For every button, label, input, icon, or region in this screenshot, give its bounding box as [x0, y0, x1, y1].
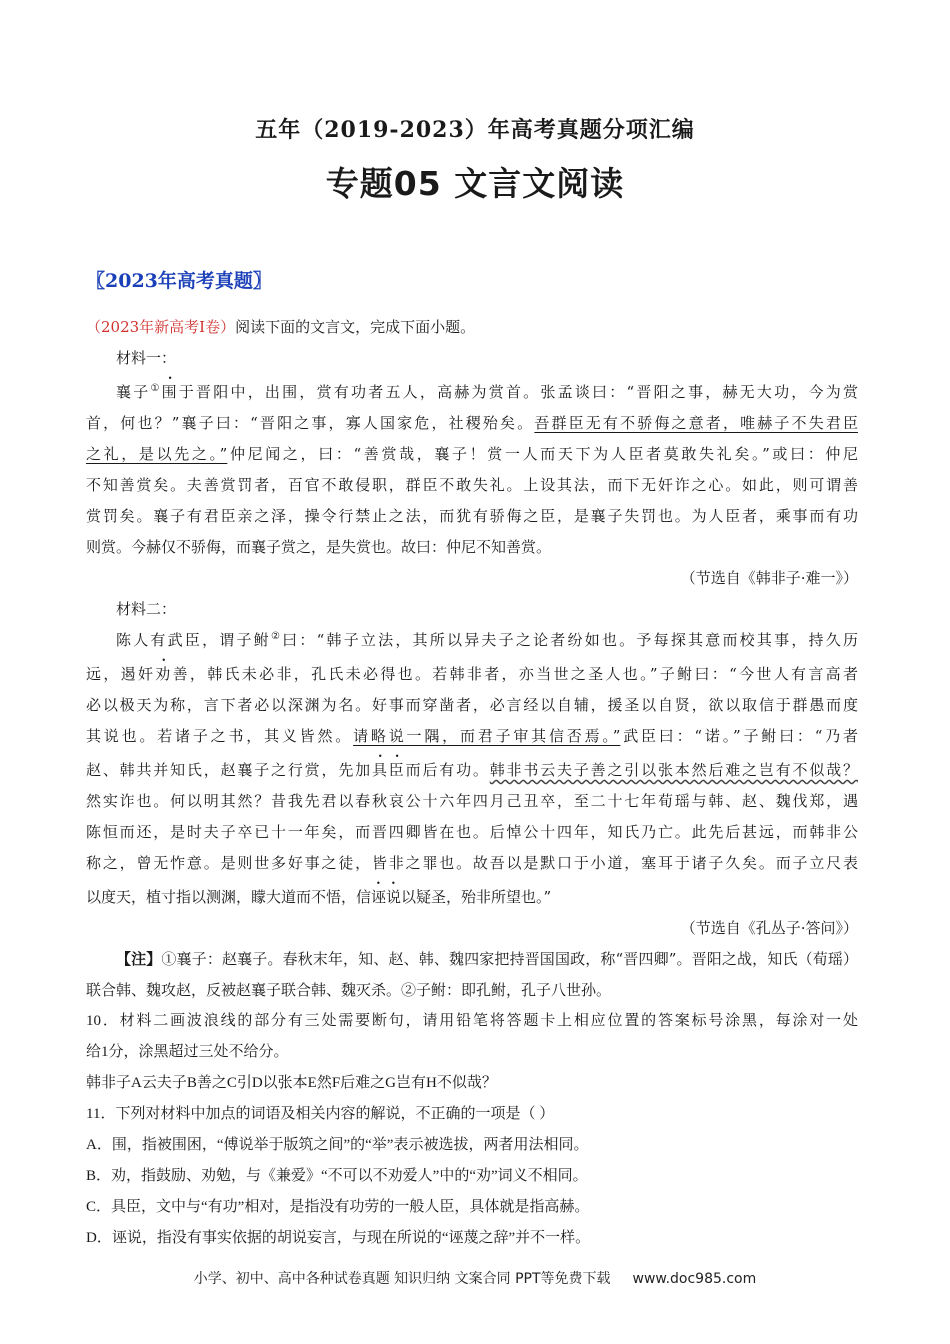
series-title: 五年（2019-2023）年高考真题分项汇编 — [255, 117, 695, 143]
question-11-option-b: B．劝，指鼓励、劝勉，与《兼爱》“不可以不劝爱人”中的“劝”词义不相同。 — [86, 1168, 588, 1184]
underlined-sentence: 吾群臣无有不骄侮之意者，唯赫子不失君臣 — [534, 414, 858, 432]
underlined-sentence: 之礼，是以先之。” — [86, 445, 228, 463]
material2-line: 称之，曾无怍意。是则世多好事之徒，皆非之罪也。故吾以是默口于小道，塞耳于诸子久矣。而子立尺表 — [86, 854, 858, 872]
dotted-word-wei: 围 — [161, 383, 179, 401]
material1-line: 则赏。今赫仅不骄侮，而襄子赏之，是失赏也。故曰：仲尼不知善赏。 — [86, 538, 552, 556]
material1-line: 首，何也？”襄子曰：“晋阳之事，寡人国家危，社稷殆矣。吾群臣无有不骄侮之意者，唯赫子不失君臣 — [86, 414, 858, 432]
page-footer — [0, 1268, 950, 1288]
question-11-option-c: C．具臣，文中与“有功”相对，是指没有功劳的一般人臣，具体就是指高赫。 — [86, 1199, 590, 1215]
dotted-word-juchen: 具臣 — [371, 761, 406, 779]
dotted-word-quan: 劝 — [155, 665, 173, 683]
material2-line: 赵、韩共并知氏，赵襄子之行赏，先加具臣而后有功。韩非书云夫子善之引以张本然后难之岂有不似哉？ — [86, 761, 858, 779]
material1-citation: （节选自《韩非子·难一》） — [680, 569, 858, 587]
underlined-sentence: 请略说一隅，而君子审其信否焉。” — [353, 727, 621, 745]
material2-line: 其说也。若诸子之书，其义皆然。请略说一隅，而君子审其信否焉。”武臣曰：“诺。”子鲋曰：“乃者 — [86, 727, 858, 745]
note-label: 【注】 — [116, 950, 162, 968]
material2-citation: （节选自《孔丛子·答问》） — [680, 919, 858, 937]
material1-line: 之礼，是以先之。”仲尼闻之，曰：“善赏哉，襄子！赏一人而天下为人臣者莫敢失礼矣。”或曰：仲尼 — [86, 445, 859, 463]
dotted-word-wushuo: 诬说 — [371, 888, 402, 906]
exam-source: （2023年新高考Ⅰ卷） — [86, 318, 236, 336]
material1-line: 襄子①围于晋阳中，出围，赏有功者五人，高赫为赏首。张孟谈曰：“晋阳之事，赫无大功，今为赏 — [116, 383, 858, 401]
material2-line: 必以极天为称，言下者必以深渊为名。好事而穿凿者，必言经以自辅，援圣以自贤，欲以取信于群愚而度 — [86, 696, 858, 714]
document-body — [86, 312, 858, 1254]
material1-line: 不知善赏矣。夫善赏罚者，百官不敢侵职，群臣不敢失礼。上设其法，而下无奸诈之心。如此，则可谓善 — [86, 476, 858, 494]
intro-line — [86, 312, 858, 343]
question-10-line: 10．材料二画波浪线的部分有三处需要断句，请用铅笔将答题卡上相应位置的答案标号涂黑，每涂对一处 — [86, 1013, 858, 1029]
material2-line: 然实诈也。何以明其然？昔我先君以春秋哀公十六年四月己丑卒，至二十七年荀瑶与韩、赵、魏伐郑，遇 — [86, 792, 858, 810]
note-text: ①襄子：赵襄子。春秋末年，知、赵、韩、魏四家把持晋国国政，称“晋四卿”。晋阳之战，知氏（荀瑶）联合韩、魏攻赵，反被赵襄子联合韩、魏灭杀。②子鲋：即孔鲋，孔子八世孙。 — [86, 950, 858, 999]
section-heading: 〖2023年高考真题〗 — [86, 270, 272, 292]
material2-line: 陈人有武臣，谓子鲋②曰：“韩子立法，其所以异夫子之论者纷如也。予每探其意而校其事，持久历 — [116, 631, 858, 649]
material2-line: 远，遏奸劝善，韩氏未必非，孔氏未必得也。若韩非者，亦当世之圣人也。”子鲋曰：“今世人有言高者 — [86, 665, 858, 683]
footer-text: 小学、初中、高中各种试卷真题 知识归纳 文案合同 PPT等免费下载 — [193, 1271, 611, 1287]
question-10-line: 给1分，涂黑超过三处不给分。 — [86, 1044, 289, 1060]
material2-label: 材料二： — [116, 600, 177, 618]
material2-line: 陈恒而还，是时夫子卒已十一年矣，而晋四卿皆在也。后悼公十四年，知氏乃亡。此先后甚远，而韩非公 — [86, 823, 858, 841]
intro-instruction: 阅读下面的文言文，完成下面小题。 — [235, 318, 476, 336]
annotation-note — [86, 944, 858, 1006]
topic-title: 专题05 文言文阅读 — [325, 164, 625, 203]
footer-url[interactable]: www.doc985.com — [632, 1271, 757, 1287]
wavy-underlined-sentence: 韩非书云夫子善之引以张本然后难之岂有不似哉？ — [489, 761, 858, 779]
question-11-stem: 11．下列对材料中加点的词语及相关内容的解说，不正确的一项是（ ） — [86, 1106, 555, 1122]
material1-label: 材料一： — [116, 349, 177, 367]
material2-line: 以度天，植寸指以测渊，矇大道而不悟，信诬说以疑圣，殆非所望也。” — [86, 888, 552, 906]
question-11-option-d: D．诬说，指没有事实依据的胡说妄言，与现在所说的“诬蔑之辞”并不一样。 — [86, 1230, 591, 1246]
material1-line: 赏罚矣。襄子有君臣亲之泽，操令行禁止之法，而犹有骄侮之臣，是襄子失罚也。为人臣者，乘事而有功 — [86, 507, 858, 525]
question-10-options: 韩非子A云夫子B善之C引D以张本E然F后难之G岂有H不似哉？ — [86, 1075, 497, 1091]
question-11-option-a: A．围，指被围困，“傅说举于版筑之间”的“举”表示被选拔，两者用法相同。 — [86, 1137, 589, 1153]
